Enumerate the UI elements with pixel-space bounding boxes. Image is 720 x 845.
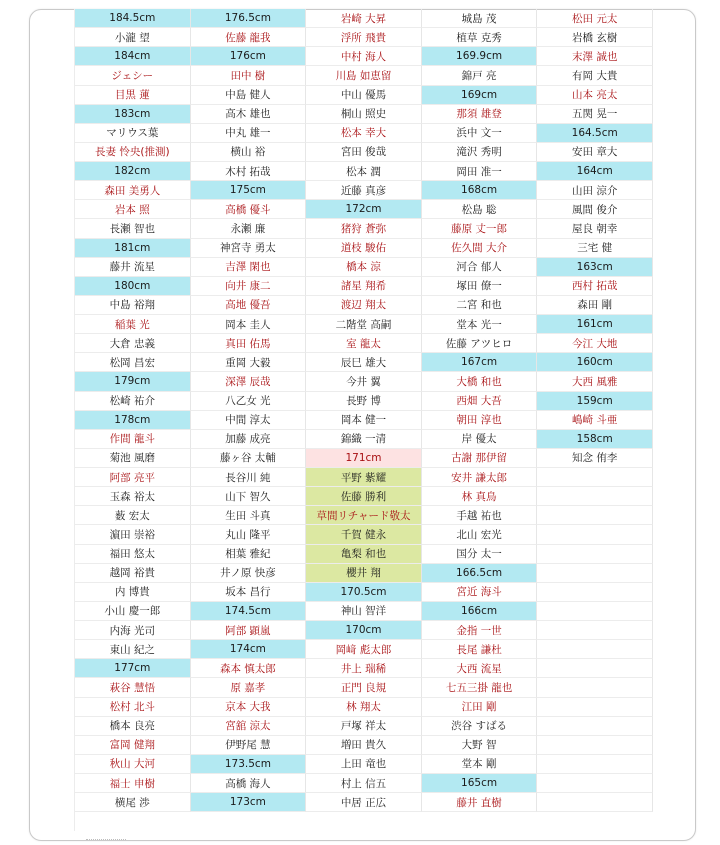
footer-mark bbox=[86, 839, 126, 844]
height-header-cell: 163cm bbox=[537, 258, 653, 277]
height-header-cell: 176cm bbox=[191, 47, 307, 66]
name-cell: 宮舘 涼太 bbox=[191, 717, 307, 736]
name-cell: 阿部 亮平 bbox=[75, 468, 191, 487]
name-cell: 薮 宏太 bbox=[75, 506, 191, 525]
height-header-cell: 166.5cm bbox=[422, 564, 538, 583]
name-cell: 山田 涼介 bbox=[537, 181, 653, 200]
name-cell: 神山 智洋 bbox=[306, 602, 422, 621]
height-header-cell: 181cm bbox=[75, 239, 191, 258]
name-cell: 佐藤 勝利 bbox=[306, 487, 422, 506]
name-cell: 丸山 隆平 bbox=[191, 525, 307, 544]
name-cell: 渋谷 すばる bbox=[422, 717, 538, 736]
name-cell: 吉澤 閑也 bbox=[191, 258, 307, 277]
name-cell: 植草 克秀 bbox=[422, 28, 538, 47]
name-cell: 長尾 謙杜 bbox=[422, 640, 538, 659]
name-cell bbox=[537, 755, 653, 774]
height-header-cell: 174.5cm bbox=[191, 602, 307, 621]
height-header-cell: 161cm bbox=[537, 315, 653, 334]
name-cell: 今井 翼 bbox=[306, 372, 422, 391]
name-cell: 横尾 渉 bbox=[75, 793, 191, 812]
name-cell: 知念 侑李 bbox=[537, 449, 653, 468]
name-cell: 大野 智 bbox=[422, 736, 538, 755]
height-header-cell: 177cm bbox=[75, 659, 191, 678]
height-header-cell: 184cm bbox=[75, 47, 191, 66]
name-cell: ジェシー bbox=[75, 66, 191, 85]
name-cell: 滝沢 秀明 bbox=[422, 143, 538, 162]
name-cell: 河合 郁人 bbox=[422, 258, 538, 277]
name-cell: 萩谷 慧悟 bbox=[75, 678, 191, 697]
name-cell: 松本 潤 bbox=[306, 162, 422, 181]
name-cell: 櫻井 翔 bbox=[306, 564, 422, 583]
name-cell: 長野 博 bbox=[306, 392, 422, 411]
height-header-cell: 176.5cm bbox=[191, 9, 307, 28]
name-cell: 朝田 淳也 bbox=[422, 411, 538, 430]
name-cell: 大橋 和也 bbox=[422, 372, 538, 391]
name-cell: 神宮寺 勇太 bbox=[191, 239, 307, 258]
name-cell: 渡辺 翔太 bbox=[306, 296, 422, 315]
name-cell: 江田 剛 bbox=[422, 698, 538, 717]
name-cell: 藤井 直樹 bbox=[422, 793, 538, 812]
name-cell: 平野 紫耀 bbox=[306, 468, 422, 487]
height-header-cell: 167cm bbox=[422, 353, 538, 372]
name-cell: 森田 美勇人 bbox=[75, 181, 191, 200]
name-cell: 佐藤 龍我 bbox=[191, 28, 307, 47]
name-cell bbox=[537, 717, 653, 736]
name-cell: 佐久間 大介 bbox=[422, 239, 538, 258]
name-cell: 松島 聡 bbox=[422, 200, 538, 219]
name-cell bbox=[537, 793, 653, 812]
name-cell: 中島 裕翔 bbox=[75, 296, 191, 315]
name-cell: 岩崎 大昇 bbox=[306, 9, 422, 28]
name-cell: 伊野尾 慧 bbox=[191, 736, 307, 755]
name-cell: 錦戸 亮 bbox=[422, 66, 538, 85]
name-cell: 京本 大我 bbox=[191, 698, 307, 717]
name-cell: 松村 北斗 bbox=[75, 698, 191, 717]
name-cell: マリウス葉 bbox=[75, 124, 191, 143]
name-cell bbox=[537, 602, 653, 621]
height-header-cell: 166cm bbox=[422, 602, 538, 621]
height-header-cell: 169cm bbox=[422, 86, 538, 105]
name-cell: 高地 優吾 bbox=[191, 296, 307, 315]
name-cell bbox=[537, 640, 653, 659]
name-cell: 生田 斗真 bbox=[191, 506, 307, 525]
height-ranking-table bbox=[74, 9, 653, 831]
name-cell: 小山 慶一郎 bbox=[75, 602, 191, 621]
name-cell: 永瀬 廉 bbox=[191, 219, 307, 238]
name-cell: 岡本 圭人 bbox=[191, 315, 307, 334]
name-cell bbox=[537, 506, 653, 525]
name-cell: 猪狩 蒼弥 bbox=[306, 219, 422, 238]
name-cell: 五関 晃一 bbox=[537, 105, 653, 124]
name-cell: 宮近 海斗 bbox=[422, 583, 538, 602]
name-cell: 塚田 僚一 bbox=[422, 277, 538, 296]
name-cell: 屋良 朝幸 bbox=[537, 219, 653, 238]
name-cell: 桐山 照史 bbox=[306, 105, 422, 124]
name-cell: 真田 佑馬 bbox=[191, 334, 307, 353]
name-cell: 向井 康二 bbox=[191, 277, 307, 296]
name-cell: 加藤 成亮 bbox=[191, 430, 307, 449]
name-cell: 安田 章大 bbox=[537, 143, 653, 162]
name-cell bbox=[537, 678, 653, 697]
height-header-cell: 182cm bbox=[75, 162, 191, 181]
height-header-cell: 179cm bbox=[75, 372, 191, 391]
name-cell: 戸塚 祥太 bbox=[306, 717, 422, 736]
name-cell bbox=[537, 468, 653, 487]
name-cell: 原 嘉孝 bbox=[191, 678, 307, 697]
name-cell: 田中 樹 bbox=[191, 66, 307, 85]
name-cell: 岸 優太 bbox=[422, 430, 538, 449]
name-cell: 西畑 大吾 bbox=[422, 392, 538, 411]
name-cell: 辰巳 雄大 bbox=[306, 353, 422, 372]
name-cell: 諸星 翔希 bbox=[306, 277, 422, 296]
name-cell: 末澤 誠也 bbox=[537, 47, 653, 66]
name-cell: 岩本 照 bbox=[75, 200, 191, 219]
name-cell bbox=[537, 525, 653, 544]
name-cell: 二宮 和也 bbox=[422, 296, 538, 315]
name-cell bbox=[537, 698, 653, 717]
name-cell: 古謝 那伊留 bbox=[422, 449, 538, 468]
name-cell: 岡﨑 彪太郎 bbox=[306, 640, 422, 659]
name-cell: 中山 優馬 bbox=[306, 86, 422, 105]
name-cell: 稲葉 光 bbox=[75, 315, 191, 334]
name-cell: 堂本 剛 bbox=[422, 755, 538, 774]
name-cell: 森田 剛 bbox=[537, 296, 653, 315]
height-header-cell: 180cm bbox=[75, 277, 191, 296]
name-cell: 八乙女 光 bbox=[191, 392, 307, 411]
name-cell: 金指 一世 bbox=[422, 621, 538, 640]
name-cell: 作間 龍斗 bbox=[75, 430, 191, 449]
name-cell: 橋本 涼 bbox=[306, 258, 422, 277]
name-cell: 横山 裕 bbox=[191, 143, 307, 162]
name-cell: 松岡 昌宏 bbox=[75, 353, 191, 372]
name-cell: 岡本 健一 bbox=[306, 411, 422, 430]
name-cell: 濵田 崇裕 bbox=[75, 525, 191, 544]
name-cell: 山下 智久 bbox=[191, 487, 307, 506]
height-header-cell: 174cm bbox=[191, 640, 307, 659]
name-cell: 岩橋 玄樹 bbox=[537, 28, 653, 47]
name-cell bbox=[537, 736, 653, 755]
name-cell: 浜中 文一 bbox=[422, 124, 538, 143]
name-cell: 松本 幸大 bbox=[306, 124, 422, 143]
height-header-cell: 172cm bbox=[306, 200, 422, 219]
name-cell: 坂本 昌行 bbox=[191, 583, 307, 602]
name-cell: 長瀬 智也 bbox=[75, 219, 191, 238]
name-cell: 菊池 風磨 bbox=[75, 449, 191, 468]
name-cell: 重岡 大毅 bbox=[191, 353, 307, 372]
height-header-cell: 171cm bbox=[306, 449, 422, 468]
name-cell: 三宅 健 bbox=[537, 239, 653, 258]
name-cell: 草間リチャード敬太 bbox=[306, 506, 422, 525]
name-cell: 今江 大地 bbox=[537, 334, 653, 353]
name-cell: 林 翔太 bbox=[306, 698, 422, 717]
name-cell bbox=[537, 659, 653, 678]
name-cell: 西村 拓哉 bbox=[537, 277, 653, 296]
name-cell: 増田 貴久 bbox=[306, 736, 422, 755]
height-header-cell: 178cm bbox=[75, 411, 191, 430]
name-cell: 宮田 俊哉 bbox=[306, 143, 422, 162]
name-cell bbox=[537, 774, 653, 793]
name-cell: 佐藤 アツヒロ bbox=[422, 334, 538, 353]
name-cell: 城島 茂 bbox=[422, 9, 538, 28]
name-cell: 那須 雄登 bbox=[422, 105, 538, 124]
name-cell: 高橋 海人 bbox=[191, 774, 307, 793]
name-cell: 風間 俊介 bbox=[537, 200, 653, 219]
name-cell: 近藤 真彦 bbox=[306, 181, 422, 200]
height-header-cell: 165cm bbox=[422, 774, 538, 793]
name-cell: 国分 太一 bbox=[422, 545, 538, 564]
name-cell bbox=[537, 621, 653, 640]
name-cell: 内 博貴 bbox=[75, 583, 191, 602]
name-cell: 錦織 一清 bbox=[306, 430, 422, 449]
name-cell: 福田 悠太 bbox=[75, 545, 191, 564]
name-cell: 堂本 光一 bbox=[422, 315, 538, 334]
name-cell: 室 龍太 bbox=[306, 334, 422, 353]
name-cell: 中居 正広 bbox=[306, 793, 422, 812]
name-cell: 富岡 健翔 bbox=[75, 736, 191, 755]
height-header-cell: 175cm bbox=[191, 181, 307, 200]
name-cell: 大西 風雅 bbox=[537, 372, 653, 391]
name-cell bbox=[537, 564, 653, 583]
name-cell: 浮所 飛貴 bbox=[306, 28, 422, 47]
name-cell: 村上 信五 bbox=[306, 774, 422, 793]
name-cell: 長妻 怜央(推測) bbox=[75, 143, 191, 162]
name-cell bbox=[537, 487, 653, 506]
name-cell: 安井 謙太郎 bbox=[422, 468, 538, 487]
name-cell: 上田 竜也 bbox=[306, 755, 422, 774]
name-cell: 木村 拓哉 bbox=[191, 162, 307, 181]
name-cell: 目黒 蓮 bbox=[75, 86, 191, 105]
height-header-cell: 159cm bbox=[537, 392, 653, 411]
name-cell bbox=[537, 583, 653, 602]
height-header-cell: 184.5cm bbox=[75, 9, 191, 28]
name-cell: 七五三掛 龍也 bbox=[422, 678, 538, 697]
name-cell: 藤原 丈一郎 bbox=[422, 219, 538, 238]
height-header-cell: 169.9cm bbox=[422, 47, 538, 66]
name-cell: 長谷川 純 bbox=[191, 468, 307, 487]
height-header-cell: 170.5cm bbox=[306, 583, 422, 602]
name-cell: 有岡 大貴 bbox=[537, 66, 653, 85]
name-cell: 二階堂 高嗣 bbox=[306, 315, 422, 334]
name-cell: 山本 亮太 bbox=[537, 86, 653, 105]
height-header-cell: 183cm bbox=[75, 105, 191, 124]
name-cell: 中村 海人 bbox=[306, 47, 422, 66]
height-header-cell: 173.5cm bbox=[191, 755, 307, 774]
name-cell: 岡田 准一 bbox=[422, 162, 538, 181]
name-cell: 秋山 大河 bbox=[75, 755, 191, 774]
name-cell: 玉森 裕太 bbox=[75, 487, 191, 506]
name-cell: 大倉 忠義 bbox=[75, 334, 191, 353]
name-cell: 林 真鳥 bbox=[422, 487, 538, 506]
name-cell: 松崎 祐介 bbox=[75, 392, 191, 411]
height-header-cell: 164.5cm bbox=[537, 124, 653, 143]
name-cell: 正門 良規 bbox=[306, 678, 422, 697]
name-cell: 相葉 雅紀 bbox=[191, 545, 307, 564]
name-cell: 越岡 裕貴 bbox=[75, 564, 191, 583]
name-cell: 内海 光司 bbox=[75, 621, 191, 640]
name-cell: 東山 紀之 bbox=[75, 640, 191, 659]
height-header-cell: 160cm bbox=[537, 353, 653, 372]
name-cell: 松田 元太 bbox=[537, 9, 653, 28]
name-cell: 嶋崎 斗亜 bbox=[537, 411, 653, 430]
name-cell: 中島 健人 bbox=[191, 86, 307, 105]
name-cell: 川島 如恵留 bbox=[306, 66, 422, 85]
name-cell: 手越 祐也 bbox=[422, 506, 538, 525]
height-header-cell: 164cm bbox=[537, 162, 653, 181]
name-cell: 中丸 雄一 bbox=[191, 124, 307, 143]
name-cell: 小瀧 望 bbox=[75, 28, 191, 47]
height-header-cell: 158cm bbox=[537, 430, 653, 449]
name-cell: 高橋 優斗 bbox=[191, 200, 307, 219]
name-cell: 藤井 流星 bbox=[75, 258, 191, 277]
name-cell: 高木 雄也 bbox=[191, 105, 307, 124]
name-cell: 千賀 健永 bbox=[306, 525, 422, 544]
name-cell: 亀梨 和也 bbox=[306, 545, 422, 564]
name-cell: 福士 申樹 bbox=[75, 774, 191, 793]
name-cell: 北山 宏光 bbox=[422, 525, 538, 544]
height-header-cell: 173cm bbox=[191, 793, 307, 812]
name-cell: 藤ヶ谷 太輔 bbox=[191, 449, 307, 468]
height-header-cell: 170cm bbox=[306, 621, 422, 640]
name-cell: 井ノ原 快彦 bbox=[191, 564, 307, 583]
name-cell: 大西 流星 bbox=[422, 659, 538, 678]
name-cell: 中間 淳太 bbox=[191, 411, 307, 430]
name-cell bbox=[537, 545, 653, 564]
name-cell: 深澤 辰哉 bbox=[191, 372, 307, 391]
name-cell: 橋本 良亮 bbox=[75, 717, 191, 736]
name-cell: 森本 慎太郎 bbox=[191, 659, 307, 678]
name-cell: 阿部 顕嵐 bbox=[191, 621, 307, 640]
name-cell: 道枝 駿佑 bbox=[306, 239, 422, 258]
height-header-cell: 168cm bbox=[422, 181, 538, 200]
name-cell: 井上 瑞稀 bbox=[306, 659, 422, 678]
